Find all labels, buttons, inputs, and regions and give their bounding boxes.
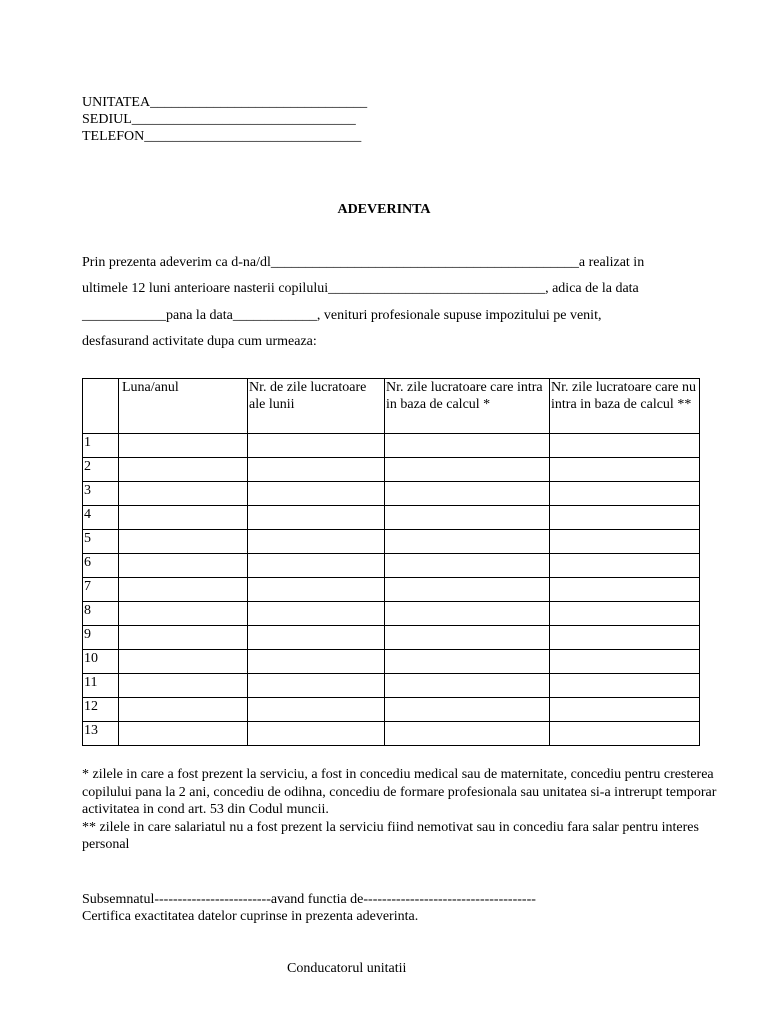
table-cell[interactable]	[119, 554, 248, 578]
table-cell[interactable]	[119, 482, 248, 506]
table-cell[interactable]	[385, 674, 550, 698]
footnote-1: * zilele in care a fost prezent la serviciu, a fost in concediu medical sau de maternitate, concediu pentru cresterea copilului pana la 2 ani, concediu de odihna, concediu de formare profesionala sau unitatea si-a intrerupt temporar activitatea in cond art. 53 din Codul muncii.	[82, 767, 717, 817]
row-number: 11	[83, 674, 119, 698]
table-cell[interactable]	[550, 506, 700, 530]
table-cell[interactable]	[248, 554, 385, 578]
table-cell[interactable]	[385, 722, 550, 746]
table-cell[interactable]	[385, 602, 550, 626]
row-number: 3	[83, 482, 119, 506]
table-cell[interactable]	[385, 506, 550, 530]
table-cell[interactable]	[119, 458, 248, 482]
telefon-field: TELEFON_______________________________	[82, 129, 362, 144]
table-row	[83, 698, 700, 722]
table-cell[interactable]	[119, 578, 248, 602]
row-number: 2	[83, 458, 119, 482]
table-cell[interactable]	[550, 650, 700, 674]
header-days-not-in-base: Nr. zile lucratoare care nu intra in baza de calcul **	[550, 379, 700, 434]
footnotes	[82, 766, 722, 854]
header-working-days: Nr. de zile lucratoare ale lunii	[248, 379, 385, 434]
row-number: 7	[83, 578, 119, 602]
table-row	[83, 458, 700, 482]
table-row	[83, 626, 700, 650]
table-cell[interactable]	[550, 674, 700, 698]
row-number: 4	[83, 506, 119, 530]
unit-head-label: Conducatorul unitatii	[287, 961, 407, 976]
table-cell[interactable]	[550, 578, 700, 602]
row-number: 6	[83, 554, 119, 578]
table-cell[interactable]	[385, 650, 550, 674]
table-cell[interactable]	[248, 626, 385, 650]
body-line-4: desfasurand activitate dupa cum urmeaza:	[82, 334, 317, 349]
body-line-1: Prin prezenta adeverim ca d-na/dl____________________________________________a realizat in	[82, 255, 645, 270]
table-cell[interactable]	[550, 698, 700, 722]
table-cell[interactable]	[248, 698, 385, 722]
table-cell[interactable]	[550, 722, 700, 746]
table-cell[interactable]	[119, 530, 248, 554]
days-table	[82, 378, 700, 746]
row-number: 8	[83, 602, 119, 626]
table-cell[interactable]	[248, 674, 385, 698]
table-cell[interactable]	[385, 578, 550, 602]
table-cell[interactable]	[248, 602, 385, 626]
table-row	[83, 434, 700, 458]
body-line-2: ultimele 12 luni anterioare nasterii copilului_______________________________, adica de la data	[82, 281, 639, 296]
table-cell[interactable]	[248, 722, 385, 746]
body-line-3: ____________pana la data____________, venituri profesionale supuse impozitului pe venit,	[82, 308, 602, 323]
table-cell[interactable]	[119, 674, 248, 698]
table-cell[interactable]	[248, 530, 385, 554]
table-cell[interactable]	[248, 482, 385, 506]
table-cell[interactable]	[550, 434, 700, 458]
table-cell[interactable]	[385, 482, 550, 506]
sediul-field: SEDIUL________________________________	[82, 112, 356, 127]
table-cell[interactable]	[550, 554, 700, 578]
table-cell[interactable]	[119, 626, 248, 650]
table-cell[interactable]	[119, 506, 248, 530]
row-number: 9	[83, 626, 119, 650]
row-number: 5	[83, 530, 119, 554]
table-cell[interactable]	[550, 530, 700, 554]
table-row	[83, 482, 700, 506]
row-number: 13	[83, 722, 119, 746]
table-cell[interactable]	[248, 458, 385, 482]
table-cell[interactable]	[119, 722, 248, 746]
table-cell[interactable]	[385, 554, 550, 578]
table-cell[interactable]	[385, 626, 550, 650]
document-title: ADEVERINTA	[337, 202, 431, 217]
table-cell[interactable]	[248, 578, 385, 602]
table-row	[83, 530, 700, 554]
table-cell[interactable]	[385, 458, 550, 482]
header-month-year: Luna/anul	[119, 379, 248, 434]
row-number: 12	[83, 698, 119, 722]
footnote-2: ** zilele in care salariatul nu a fost prezent la serviciu fiind nemotivat sau in concediu fara salar pentru interes personal	[82, 819, 699, 852]
unitatea-field: UNITATEA_______________________________	[82, 95, 368, 110]
table-cell[interactable]	[119, 650, 248, 674]
table-cell[interactable]	[119, 602, 248, 626]
table-cell[interactable]	[248, 434, 385, 458]
row-number: 10	[83, 650, 119, 674]
table-row	[83, 506, 700, 530]
table-row	[83, 554, 700, 578]
table-cell[interactable]	[119, 698, 248, 722]
table-cell[interactable]	[248, 650, 385, 674]
certification-line: Certifica exactitatea datelor cuprinse in prezenta adeverinta.	[82, 909, 419, 924]
table-cell[interactable]	[248, 506, 385, 530]
header-days-in-base: Nr. zile lucratoare care intra in baza de calcul *	[385, 379, 550, 434]
table-cell[interactable]	[550, 626, 700, 650]
table-row	[83, 674, 700, 698]
signature-line: Subsemnatul-------------------------avand functia de-------------------------------------	[82, 892, 536, 907]
table-cell[interactable]	[550, 458, 700, 482]
table-row	[83, 650, 700, 674]
table-row	[83, 602, 700, 626]
table-cell[interactable]	[550, 482, 700, 506]
table-cell[interactable]	[385, 530, 550, 554]
table-cell[interactable]	[385, 698, 550, 722]
table-cell[interactable]	[550, 602, 700, 626]
table-row	[83, 722, 700, 746]
table-row	[83, 578, 700, 602]
table-cell[interactable]	[119, 434, 248, 458]
header-index	[83, 379, 119, 434]
row-number: 1	[83, 434, 119, 458]
table-cell[interactable]	[385, 434, 550, 458]
table-header-row	[83, 379, 700, 434]
